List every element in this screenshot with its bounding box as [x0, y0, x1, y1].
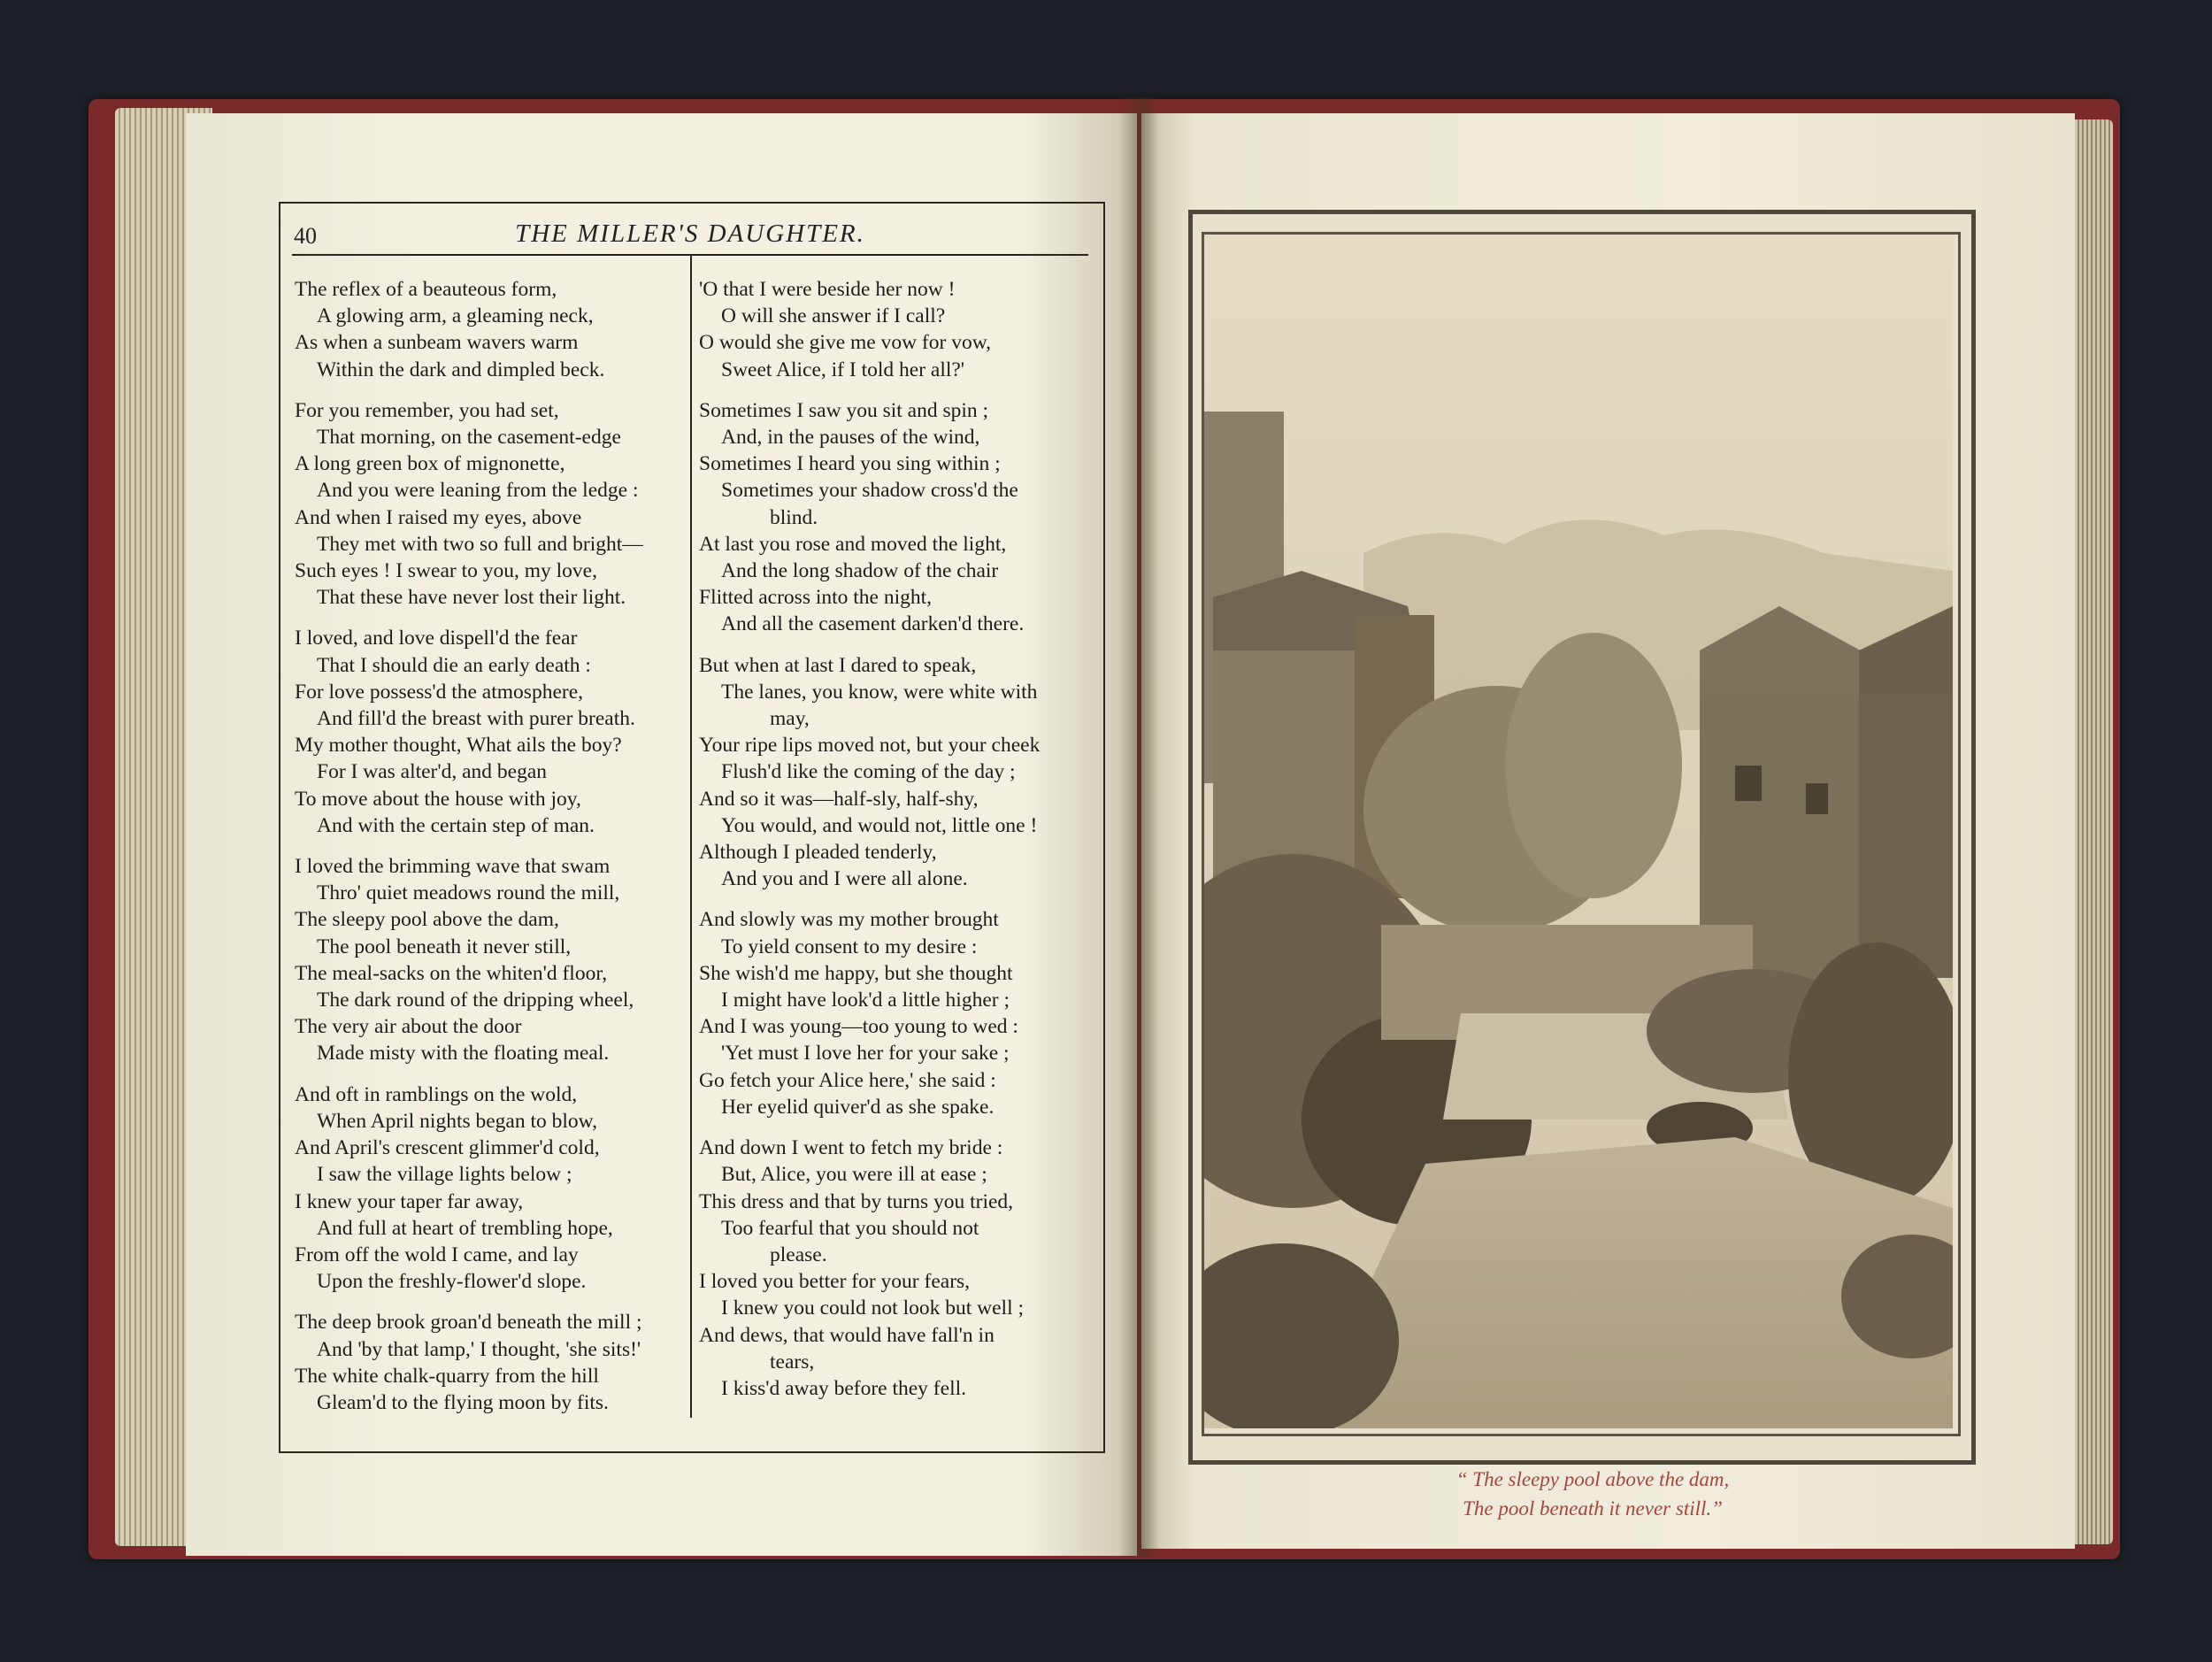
poem-line: The reflex of a beauteous form, [295, 278, 557, 301]
poem-line: 'O that I were beside her now ! [699, 278, 956, 301]
poem-line: A long green box of mignonette, [295, 452, 565, 476]
stanza [699, 1135, 1093, 1402]
stanza [699, 276, 1093, 383]
poem-line: Her eyelid quiver'd as she spake. [721, 1095, 995, 1119]
poem-line: And all the casement darken'd there. [721, 612, 1025, 636]
poem-line: For love possess'd the atmosphere, [295, 680, 584, 704]
poem-line: For you remember, you had set, [295, 398, 559, 422]
poem-line: Too fearful that you should not [721, 1216, 979, 1240]
poem-line: They met with two so full and bright— [317, 532, 643, 556]
poem-line: The lanes, you know, were white with [721, 680, 1038, 704]
poem-line: The sleepy pool above the dam, [295, 908, 559, 932]
poem-line: And fill'd the breast with purer breath. [317, 707, 635, 731]
poem-line: And dews, that would have fall'n in [699, 1323, 995, 1347]
caption-line-2: The pool beneath it never still.” [1463, 1497, 1723, 1520]
stanza [699, 397, 1093, 638]
poem-line: Made misty with the floating meal. [317, 1042, 610, 1066]
poem-line: The white chalk-quarry from the hill [295, 1364, 599, 1388]
stanza [699, 906, 1093, 1120]
poem-line: A glowing arm, a gleaming neck, [317, 304, 594, 328]
poem-line: And I was young—too young to wed : [699, 1015, 1018, 1039]
stanza [295, 397, 688, 612]
poem-line: Such eyes ! I swear to you, my love, [295, 559, 597, 583]
poem-line: The deep brook groan'd beneath the mill ; [295, 1311, 642, 1335]
poem-line: please. [770, 1243, 827, 1266]
poem-line: Gleam'd to the flying moon by fits. [317, 1390, 609, 1414]
poem-line: And full at heart of trembling hope, [317, 1216, 613, 1240]
poem-line: From off the wold I came, and lay [295, 1243, 579, 1266]
mill-photograph [1204, 235, 1953, 1428]
book-gutter [1119, 97, 1159, 1558]
poem-line: Flitted across into the night, [699, 586, 933, 610]
poem-line: This dress and that by turns you tried, [699, 1189, 1014, 1213]
poem-line: And you were leaning from the ledge : [317, 479, 639, 503]
stanza [295, 276, 688, 383]
poem-line: And the long shadow of the chair [721, 559, 999, 583]
poem-line: My mother thought, What ails the boy? [295, 734, 622, 758]
poem-line: And oft in ramblings on the wold, [295, 1082, 578, 1106]
poem-line: blind. [770, 505, 818, 529]
poem-line: And slowly was my mother brought [699, 908, 999, 932]
poem-line: But, Alice, you were ill at ease ; [721, 1163, 987, 1187]
poem-line: O will she answer if I call? [721, 304, 946, 328]
poem-line: And 'by that lamp,' I thought, 'she sits!' [317, 1337, 641, 1361]
poem-line: Flush'd like the coming of the day ; [721, 760, 1016, 784]
page-edges-right [2070, 119, 2113, 1544]
poem-line: Sometimes your shadow cross'd the [721, 479, 1018, 503]
poem-column-left [295, 276, 688, 1430]
poem-line: tears, [770, 1350, 815, 1373]
poem-line: I loved the brimming wave that swam [295, 855, 611, 879]
poem-line: I knew you could not look but well ; [721, 1297, 1025, 1320]
poem-line: Sometimes I heard you sing within ; [699, 452, 1001, 476]
poem-line: I loved, and love dispell'd the fear [295, 627, 578, 650]
poem-line: And April's crescent glimmer'd cold, [295, 1136, 600, 1160]
stanza [295, 1309, 688, 1416]
poem-line: And when I raised my eyes, above [295, 505, 582, 529]
poem-column-right [699, 276, 1093, 1416]
poem-line: I kiss'd away before they fell. [721, 1376, 966, 1400]
poem-line: And down I went to fetch my bride : [699, 1136, 1003, 1160]
poem-line: At last you rose and moved the light, [699, 532, 1007, 556]
poem-line: She wish'd me happy, but she thought [699, 961, 1013, 985]
poem-line: Within the dark and dimpled beck. [317, 358, 605, 381]
poem-line: That these have never lost their light. [317, 586, 626, 610]
stanza [295, 625, 688, 839]
stanza [699, 652, 1093, 893]
poem-line: Your ripe lips moved not, but your cheek [699, 734, 1041, 758]
poem-line: For I was alter'd, and began [317, 760, 548, 784]
poem-line: The very air about the door [295, 1015, 522, 1039]
poem-line: The meal-sacks on the whiten'd floor, [295, 961, 608, 985]
poem-line: I knew your taper far away, [295, 1189, 524, 1213]
poem-line: I might have look'd a little higher ; [721, 989, 1010, 1012]
poem-line: You would, and would not, little one ! [721, 813, 1038, 837]
poem-line: To yield consent to my desire : [721, 935, 978, 958]
poem-line: The dark round of the dripping wheel, [317, 989, 634, 1012]
poem-line: And so it was—half-sly, half-shy, [699, 787, 979, 811]
poem-line: O would she give me vow for vow, [699, 331, 992, 355]
poem-line: And, in the pauses of the wind, [721, 426, 980, 450]
poem-line: The pool beneath it never still, [317, 935, 572, 958]
poem-line: 'Yet must I love her for your sake ; [721, 1042, 1010, 1066]
poem-line: Although I pleaded tenderly, [699, 841, 937, 865]
poem-line: As when a sunbeam wavers warm [295, 331, 579, 355]
stanza [295, 1081, 688, 1296]
poem-line: And you and I were all alone. [721, 867, 968, 891]
poem-line: That I should die an early death : [317, 653, 591, 677]
poem-line: And with the certain step of man. [317, 813, 595, 837]
photo-caption [1371, 1465, 1814, 1523]
poem-line: Sweet Alice, if I told her all?' [721, 358, 965, 381]
stanza [295, 853, 688, 1067]
poem-line: But when at last I dared to speak, [699, 653, 977, 677]
poem-line: That morning, on the casement-edge [317, 426, 621, 450]
poem-line: To move about the house with joy, [295, 787, 581, 811]
poem-line: When April nights began to blow, [317, 1109, 597, 1133]
poem-line: Sometimes I saw you sit and spin ; [699, 398, 989, 422]
page-number: 40 [294, 223, 317, 249]
poem-line: Upon the freshly-flower'd slope. [317, 1270, 587, 1294]
poem-line: I loved you better for your fears, [699, 1270, 971, 1294]
poem-line: I saw the village lights below ; [317, 1163, 572, 1187]
poem-line: Thro' quiet meadows round the mill, [317, 881, 620, 905]
caption-line-1: “ The sleepy pool above the dam, [1455, 1468, 1730, 1490]
column-rule [690, 254, 692, 1418]
running-head: THE MILLER'S DAUGHTER. [515, 219, 865, 248]
poem-line: Go fetch your Alice here,' she said : [699, 1068, 996, 1092]
poem-line: may, [770, 707, 810, 731]
